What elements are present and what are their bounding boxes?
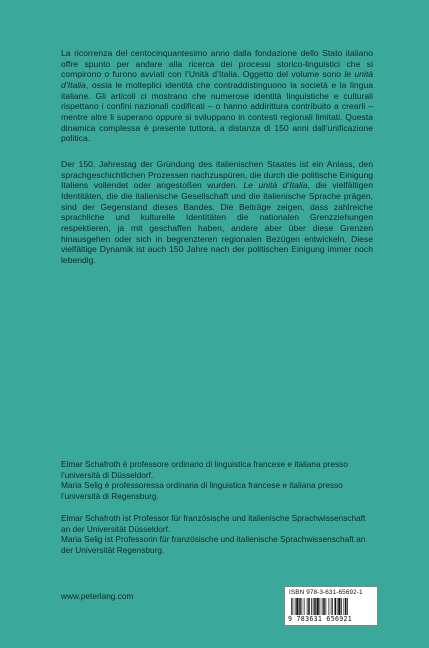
barcode-bar [337, 598, 338, 615]
barcode-bar [299, 598, 301, 615]
barcode-bar [323, 598, 325, 615]
barcode-bar [341, 598, 342, 615]
blurb-italian-title: le unità d’Italia [61, 69, 373, 90]
barcode-bar [335, 598, 337, 615]
barcode-bar [317, 598, 319, 615]
barcode-bar [320, 598, 321, 615]
barcode-digits: 9 783631 656921 [288, 615, 353, 623]
barcode-bar [291, 598, 292, 615]
barcode-bar [311, 598, 312, 615]
barcode-bar [293, 598, 294, 615]
publisher-website: www.peterlang.com [61, 591, 134, 601]
author-bios-italian [61, 459, 373, 501]
blurb-italian [61, 48, 373, 144]
blurb-german [61, 159, 373, 266]
author-bios-german [61, 513, 373, 555]
barcode-bar [295, 598, 296, 615]
bio-selig-it: Maria Selig è professoressa ordinaria di linguistica francese e italiana presso l’università di Regensburg. [61, 480, 343, 501]
barcode-bar [302, 598, 303, 615]
barcode-bar [322, 598, 323, 615]
barcode-bar [314, 598, 316, 615]
barcode-bar [345, 598, 347, 615]
barcode-bar [347, 598, 348, 615]
isbn-label: ISBN 978-3-631-65692-1 [289, 589, 363, 596]
barcode-bar [304, 598, 305, 615]
barcode-bar [308, 598, 310, 615]
blurb-italian-text-1: La ricorrenza del centocinquantesimo anno dalla fondazione dello Stato italiano offre spunto per andare alla ricerca dei processi storico-linguistici che si compirono o furono avviati con l’Unità d’Italia. Oggetto del volume sono [61, 48, 373, 80]
barcode-bar [338, 598, 340, 615]
barcode-bar [329, 598, 330, 615]
barcode-bar [296, 598, 298, 615]
barcode-bars-graphic [291, 598, 371, 615]
bio-schafroth-it: Elmar Schafroth è professore ordinario di linguistica francese e italiana presso l’università di Düsseldorf. [61, 459, 348, 480]
blurb-german-text-1: Der 150. Jahrestag der Gründung des italienischen Staates ist ein Anlass, den sprachgeschichtlichen Prozessen nachzuspüren, die durch die politische Einigung Italiens vollendet oder angestoßen wurden. [61, 159, 373, 191]
blurb-german-text-2: , die vielfältigen Identitäten, die die italienische Gesellschaft und die italienische Sprache prägen, sind der Gegenstand dieses Bandes. Die Beiträge zeigen, dass zahlreiche sprachliche und kulturelle Identitäten die nationalen Grenzziehungen respektieren, ja mit geschaffen haben, andere aber über diese Grenzen hinausgehen oder sich in begrenzteren regionalen Bezügen entwickeln. Diese vielfältige Dynamik ist auch 150 Jahre nach der politischen Einigung immer noch lebendig. [61, 180, 373, 265]
blurb-italian-text-2: , ossia le molteplici identità che contraddistinguono la società e la lingua italiane. Gli articoli ci mostrano che numerose identità linguistiche e culturali rispettano i confini nazionali codificati – o hanno addirittura contribuito a crearli – mentre altre li superano oppure si sviluppano in contesti regionali limitati. Questa dinamica complessa è presente tuttora, a distanza di 150 anni dall’unificazione politica. [61, 79, 373, 144]
barcode-bar [313, 598, 314, 615]
bio-selig-de: Maria Selig ist Professorin für französische und italienische Sprachwissenschaft an der Universität Regensburg. [61, 534, 366, 555]
barcode-bar [307, 598, 308, 615]
isbn-barcode [284, 586, 378, 626]
bio-schafroth-de: Elmar Schafroth ist Professor für französische und italienische Sprachwissenschaft an der Universität Düsseldorf. [61, 513, 366, 534]
barcode-bar [331, 598, 332, 615]
barcode-bar [332, 598, 333, 615]
barcode-bar [326, 598, 327, 615]
blurb-german-title: Le unità d’Italia [243, 180, 308, 191]
barcode-bar [344, 598, 345, 615]
